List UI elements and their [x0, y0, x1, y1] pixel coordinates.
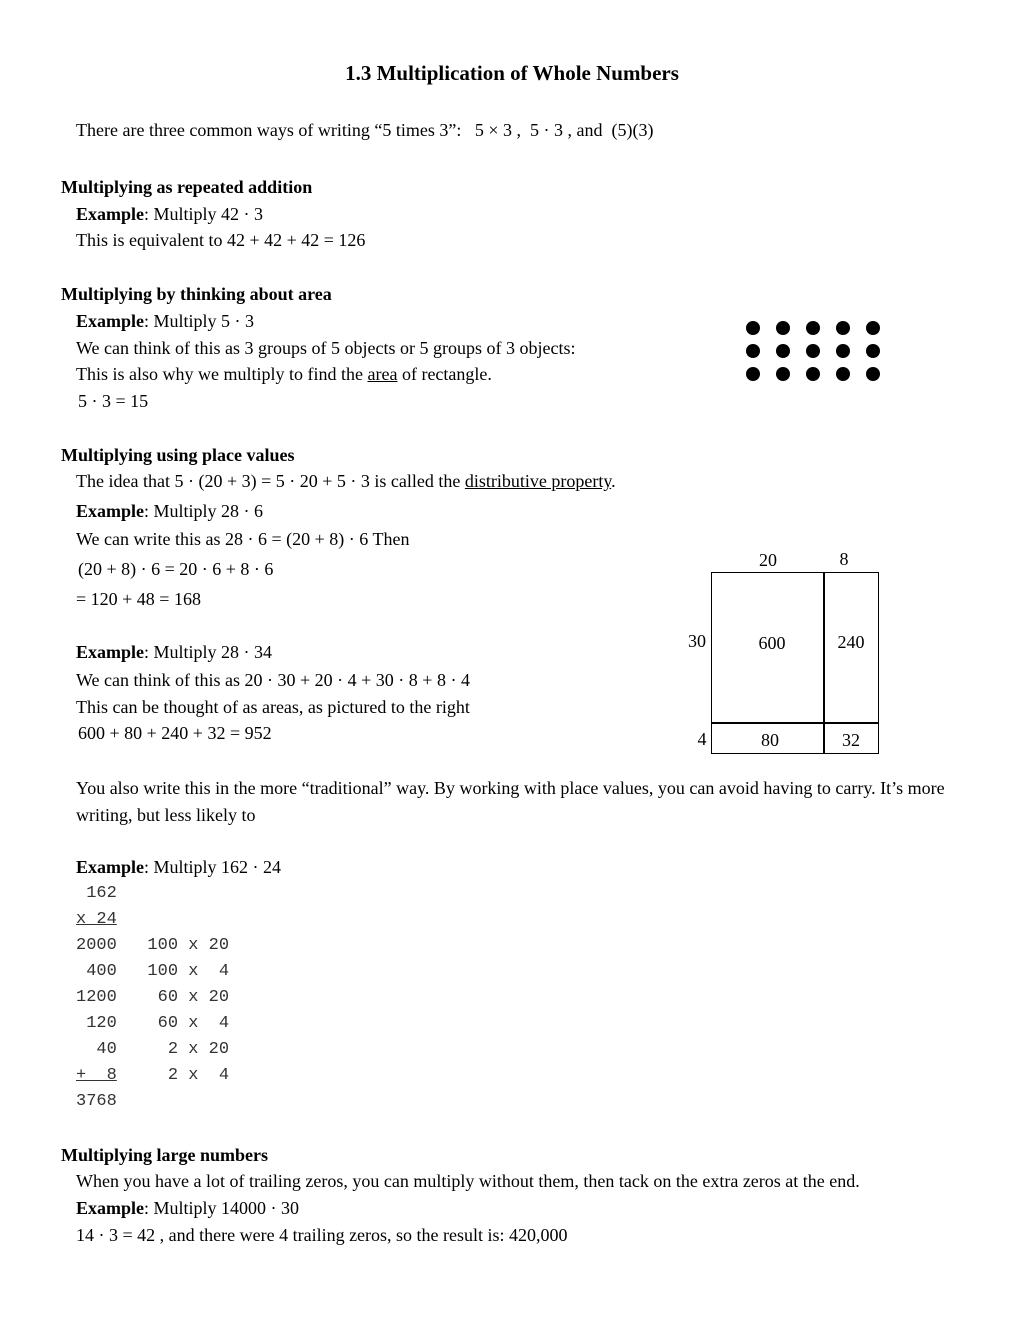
dot [776, 367, 790, 381]
form-parens: (5)(3) [611, 120, 654, 140]
work-multiplier: x 24 [76, 910, 117, 929]
dot-array [746, 321, 886, 381]
heading-place-values: Multiplying using place values [61, 445, 295, 465]
dot [806, 367, 820, 381]
dot [746, 344, 760, 358]
cell-value-600: 600 [758, 633, 786, 653]
area-line3: 5 · 3 = 15 [78, 391, 149, 411]
cell-value-32: 32 [842, 730, 860, 750]
work-line: 1200 60 x 20 [76, 988, 230, 1007]
place-ex2-line3: 600 + 80 + 240 + 32 = 952 [78, 723, 272, 743]
area-line2-pre: This is also why we multiply to find the [76, 364, 368, 384]
example-text: : Multiply 14000 · 30 [144, 1198, 300, 1218]
example-text: : Multiply 162 · 24 [144, 857, 282, 877]
col-label-20: 20 [759, 550, 777, 570]
heading-large-numbers: Multiplying large numbers [61, 1145, 269, 1165]
work-last-partial-note: 2 x 4 [116, 1066, 230, 1085]
area-line2-post: of rectangle. [397, 364, 492, 384]
example-label: Example [76, 204, 145, 224]
example-label: Example [76, 501, 145, 521]
place-ex1-line1: We can write this as 28 · 6 = (20 + 8) · 6 Then [76, 529, 410, 549]
large-line2: 14 · 3 = 42 , and there were 4 trailing zeros, so the result is: 420,000 [76, 1225, 568, 1245]
place-line1 [76, 470, 616, 492]
area-link: area [367, 364, 398, 384]
work-line [76, 907, 229, 933]
dot [746, 367, 760, 381]
work-line: 120 60 x 4 [76, 1014, 230, 1033]
dot [836, 321, 850, 335]
dot [776, 344, 790, 358]
distributive-link: distributive property [464, 471, 612, 491]
dot [806, 321, 820, 335]
traditional-paragraph: You also write this in the more “traditional” way. By working with place values, you can avoid having to carry. It’s more writing, but less likely to [76, 778, 945, 825]
intro-and: and [576, 120, 603, 140]
dot [866, 344, 880, 358]
work-line: 3768 [76, 1092, 117, 1111]
example-label: Example [76, 1198, 145, 1218]
area-line1: We can think of this as 3 groups of 5 objects or 5 groups of 3 objects: [76, 338, 576, 358]
row-label-4: 4 [697, 729, 707, 749]
example-label: Example [76, 857, 145, 877]
place-example1 [76, 500, 263, 522]
heading-area: Multiplying by thinking about area [61, 284, 332, 304]
page-title: 1.3 Multiplication of Whole Numbers [345, 61, 679, 85]
col-label-8: 8 [839, 549, 849, 569]
multiplication-work [76, 881, 229, 1115]
place-line1-post: . [611, 471, 616, 491]
example-label: Example [76, 642, 145, 662]
example-text: : Multiply 28 · 6 [144, 501, 264, 521]
form-dot: 5 · 3 [530, 120, 564, 140]
area-line2 [76, 363, 492, 385]
place-line1-pre: The idea that 5 · (20 + 3) = 5 · 20 + 5 · 3 is called the [76, 471, 465, 491]
row-label-30: 30 [688, 631, 706, 651]
example-label: Example [76, 311, 145, 331]
large-line1: When you have a lot of trailing zeros, you can multiply without them, then tack on the extra zeros at the end. [76, 1171, 860, 1191]
repeated-example [76, 203, 263, 225]
example-text: : Multiply 42 · 3 [144, 204, 264, 224]
work-line: 162 [76, 884, 117, 903]
dot [836, 367, 850, 381]
dot [836, 344, 850, 358]
dot [866, 321, 880, 335]
work-line: 40 2 x 20 [76, 1040, 230, 1059]
place-ex2-line1: We can think of this as 20 · 30 + 20 · 4 + 30 · 8 + 8 · 4 [76, 670, 470, 690]
cell-value-240: 240 [837, 632, 865, 652]
example-text: : Multiply 5 · 3 [144, 311, 255, 331]
place-example3 [76, 856, 281, 878]
place-ex1-line2: (20 + 8) · 6 = 20 · 6 + 8 · 6 [78, 559, 274, 579]
dot [806, 344, 820, 358]
area-example [76, 310, 254, 332]
cell-value-80: 80 [761, 730, 779, 750]
place-ex2-line2: This can be thought of as areas, as pictured to the right [76, 697, 470, 717]
work-line [76, 1063, 229, 1089]
dot [776, 321, 790, 335]
place-ex1-line3: = 120 + 48 = 168 [76, 589, 201, 609]
heading-repeated-addition: Multiplying as repeated addition [61, 177, 313, 197]
repeated-line1: This is equivalent to 42 + 42 + 42 = 126 [76, 230, 366, 250]
place-example2 [76, 641, 272, 663]
dot [746, 321, 760, 335]
work-line: 2000 100 x 20 [76, 936, 230, 955]
work-line: 400 100 x 4 [76, 962, 230, 981]
work-last-partial: + 8 [76, 1066, 117, 1085]
example-text: : Multiply 28 · 34 [144, 642, 273, 662]
intro-text: There are three common ways of writing “5 times 3”: [76, 120, 462, 140]
form-times: 5 × 3 [474, 120, 513, 140]
intro-line: There are three common ways of writing “5 times 3”: 5 × 3 , 5 · 3 , and (5)(3) [76, 120, 654, 140]
large-example [76, 1197, 299, 1219]
dot [866, 367, 880, 381]
